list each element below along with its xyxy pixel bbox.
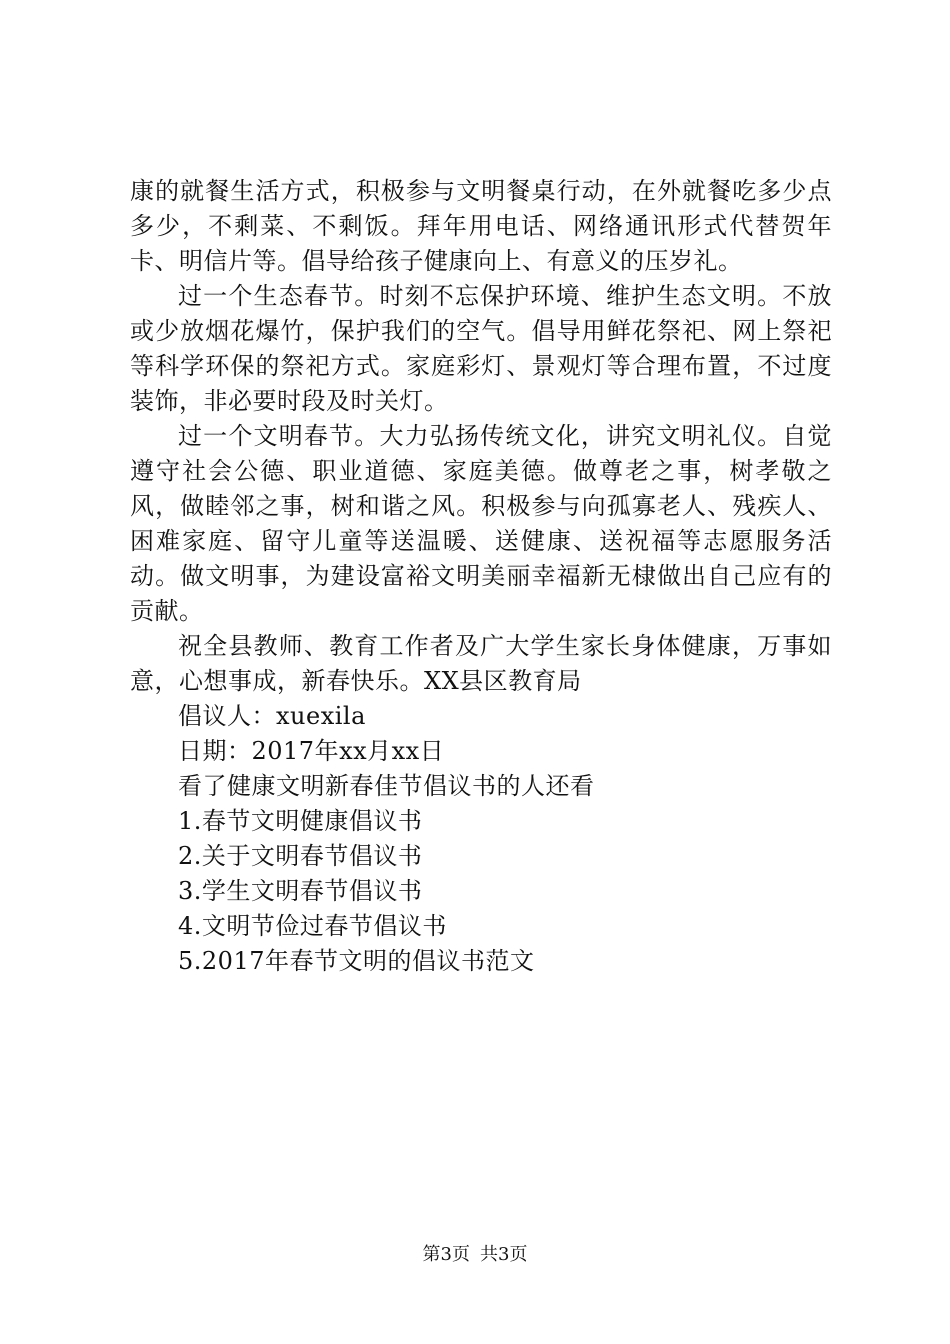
page-number: 第3页 bbox=[422, 1244, 470, 1265]
paragraph-blessing: 祝全县教师、教育工作者及广大学生家长身体健康，万事如意，心想事成，新春快乐。XX县区教育局 bbox=[130, 632, 832, 695]
page-footer bbox=[0, 1243, 950, 1267]
date-line: 日期：2017年xx月xx日 bbox=[178, 737, 445, 765]
related-heading: 看了健康文明新春佳节倡议书的人还看 bbox=[178, 772, 595, 800]
related-link-1[interactable]: 1.春节文明健康倡议书 bbox=[178, 807, 423, 835]
related-link-4[interactable]: 4.文明节俭过春节倡议书 bbox=[178, 912, 447, 940]
paragraph-civilized-festival: 过一个文明春节。大力弘扬传统文化，讲究文明礼仪。自觉遵守社会公德、职业道德、家庭美德。做尊老之事，树孝敬之风，做睦邻之事，树和谐之风。积极参与向孤寡老人、残疾人、困难家庭、留守儿童等送温暖、送健康、送祝福等志愿服务活动。做文明事，为建设富裕文明美丽幸福新无棣做出自己应有的贡献。 bbox=[130, 422, 832, 625]
related-link-3[interactable]: 3.学生文明春节倡议书 bbox=[178, 877, 423, 905]
related-link-2[interactable]: 2.关于文明春节倡议书 bbox=[178, 842, 423, 870]
page-total: 共3页 bbox=[480, 1244, 528, 1265]
proposer-line: 倡议人：xuexila bbox=[178, 702, 366, 730]
paragraph-ecological-festival: 过一个生态春节。时刻不忘保护环境、维护生态文明。不放或少放烟花爆竹，保护我们的空气。倡导用鲜花祭祀、网上祭祀等科学环保的祭祀方式。家庭彩灯、景观灯等合理布置，不过度装饰，非必要时段及时关灯。 bbox=[130, 282, 832, 415]
related-link-5[interactable]: 5.2017年春节文明的倡议书范文 bbox=[178, 947, 535, 975]
document-body bbox=[130, 174, 832, 979]
paragraph-dining: 康的就餐生活方式，积极参与文明餐桌行动，在外就餐吃多少点多少，不剩菜、不剩饭。拜年用电话、网络通讯形式代替贺年卡、明信片等。倡导给孩子健康向上、有意义的压岁礼。 bbox=[130, 177, 832, 275]
